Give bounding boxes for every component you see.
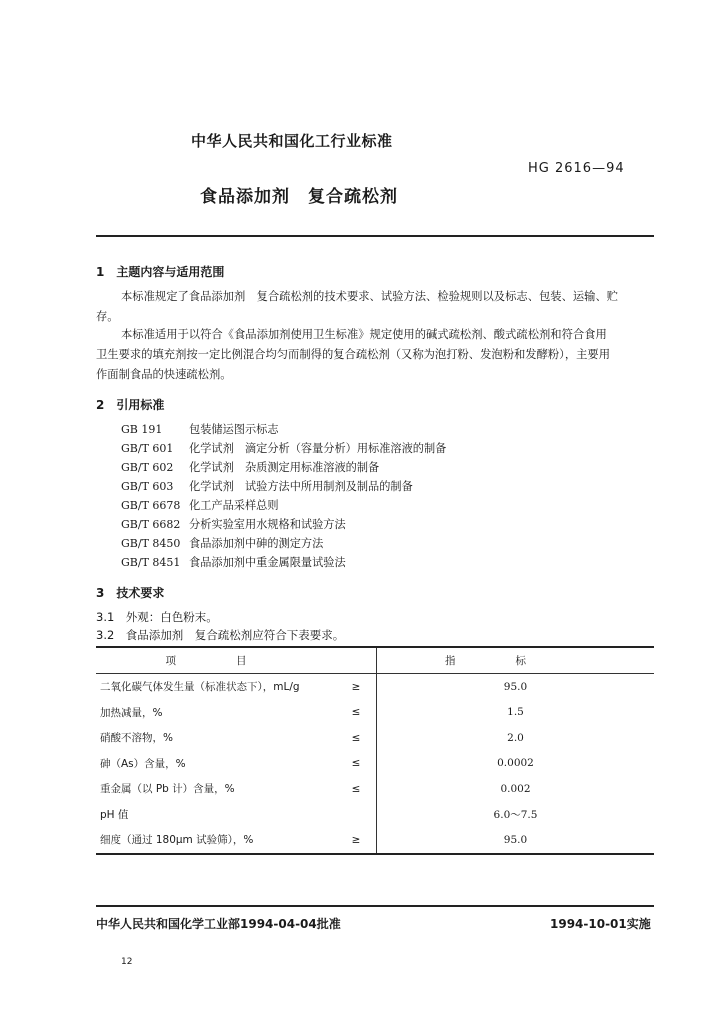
reference-item xyxy=(121,497,279,513)
page-number: 12 xyxy=(121,957,133,967)
table-cell-value: 2.0 xyxy=(377,725,655,751)
reference-code: GB/T 602 xyxy=(121,461,174,474)
implementation-date: 1994-10-01实施 xyxy=(550,917,651,931)
reference-title: 食品添加剂中砷的测定方法 xyxy=(189,537,324,550)
reference-item xyxy=(121,440,446,456)
table-row xyxy=(96,827,654,854)
table-header-item: 项目 xyxy=(96,647,377,674)
reference-item xyxy=(121,516,346,532)
table-row xyxy=(96,674,654,700)
clause-3-1: 3.1 外观：白色粉末。 xyxy=(96,610,218,624)
table-cell-value: 0.0002 xyxy=(377,751,655,777)
reference-title: 化学试剂 杂质测定用标准溶液的制备 xyxy=(189,461,380,474)
reference-title: 化工产品采样总则 xyxy=(189,499,279,512)
reference-title: 分析实验室用水规格和试验方法 xyxy=(189,518,346,531)
reference-title: 包装储运图示标志 xyxy=(189,423,279,436)
reference-code: GB/T 603 xyxy=(121,480,174,493)
standard-organization-heading: 中华人民共和国化工行业标准 xyxy=(191,132,393,150)
table-cell-value: 95.0 xyxy=(377,674,655,700)
table-cell-item: 砷（As）含量，% xyxy=(100,757,186,770)
table-row xyxy=(96,776,654,802)
reference-item xyxy=(121,421,279,437)
table-cell-item: 硝酸不溶物，% xyxy=(100,732,173,745)
table-cell-value: 6.0～7.5 xyxy=(377,802,655,828)
section-1-heading: 1 主题内容与适用范围 xyxy=(96,265,225,279)
document-title: 食品添加剂 复合疏松剂 xyxy=(200,187,398,207)
reference-code: GB/T 6678 xyxy=(121,499,181,512)
reference-code: GB 191 xyxy=(121,423,163,436)
section-1-paragraph-1-line-2: 存。 xyxy=(96,310,119,323)
table-row xyxy=(96,751,654,777)
table-cell-operator: ≥ xyxy=(351,680,361,693)
footer-rule xyxy=(96,905,654,907)
reference-title: 化学试剂 滴定分析（容量分析）用标准溶液的制备 xyxy=(189,442,447,455)
requirements-table xyxy=(96,646,654,855)
table-row xyxy=(96,700,654,726)
table-cell-operator: ≤ xyxy=(351,757,361,770)
reference-item xyxy=(121,554,346,570)
reference-title: 化学试剂 试验方法中所用制剂及制品的制备 xyxy=(189,480,413,493)
table-cell-operator xyxy=(336,802,377,828)
reference-item xyxy=(121,535,323,551)
table-cell-item: 加热减量，% xyxy=(100,706,163,719)
table-row xyxy=(96,802,654,828)
section-1-paragraph-1-line-1: 本标准规定了食品添加剂 复合疏松剂的技术要求、试验方法、检验规则以及标志、包装、运输、贮 xyxy=(121,290,619,303)
clause-3-2: 3.2 食品添加剂 复合疏松剂应符合下表要求。 xyxy=(96,628,345,642)
table-cell-value: 0.002 xyxy=(377,776,655,802)
reference-code: GB/T 8450 xyxy=(121,537,181,550)
reference-item xyxy=(121,459,379,475)
table-cell-operator: ≤ xyxy=(351,731,361,744)
table-cell-value: 1.5 xyxy=(377,700,655,726)
section-1-paragraph-2-line-1: 本标准适用于以符合《食品添加剂使用卫生标准》规定使用的碱式疏松剂、酸式疏松剂和符合食用 xyxy=(121,328,607,341)
reference-item xyxy=(121,478,413,494)
table-cell-item: pH 值 xyxy=(100,808,129,821)
table-cell-item: 重金属（以 Pb 计）含量，% xyxy=(100,783,235,796)
approval-statement: 中华人民共和国化学工业部1994-04-04批准 xyxy=(96,917,341,931)
reference-code: GB/T 6682 xyxy=(121,518,181,531)
section-2-heading: 2 引用标准 xyxy=(96,398,165,412)
table-row xyxy=(96,725,654,751)
table-header-row xyxy=(96,647,654,674)
reference-code: GB/T 8451 xyxy=(121,556,181,569)
reference-title: 食品添加剂中重金属限量试验法 xyxy=(189,556,346,569)
section-1-paragraph-2-line-2: 卫生要求的填充剂按一定比例混合均匀而制得的复合疏松剂（又称为泡打粉、发泡粉和发酵粉），主要用 xyxy=(96,348,611,361)
table-cell-operator: ≤ xyxy=(351,782,361,795)
section-3-heading: 3 技术要求 xyxy=(96,586,165,600)
section-1-paragraph-2-line-3: 作面制食品的快速疏松剂。 xyxy=(96,368,232,381)
standard-code: HG 2616—94 xyxy=(528,161,625,176)
table-cell-operator: ≤ xyxy=(351,706,361,719)
table-header-value: 指标 xyxy=(377,647,655,674)
table-cell-operator: ≥ xyxy=(336,827,377,854)
table-cell-item: 二氧化碳气体发生量（标准状态下），mL/g xyxy=(100,681,300,694)
header-rule xyxy=(96,235,654,237)
table-cell-value: 95.0 xyxy=(377,827,655,854)
reference-code: GB/T 601 xyxy=(121,442,174,455)
table-cell-item: 细度（通过 180μm 试验筛），% xyxy=(96,827,336,854)
